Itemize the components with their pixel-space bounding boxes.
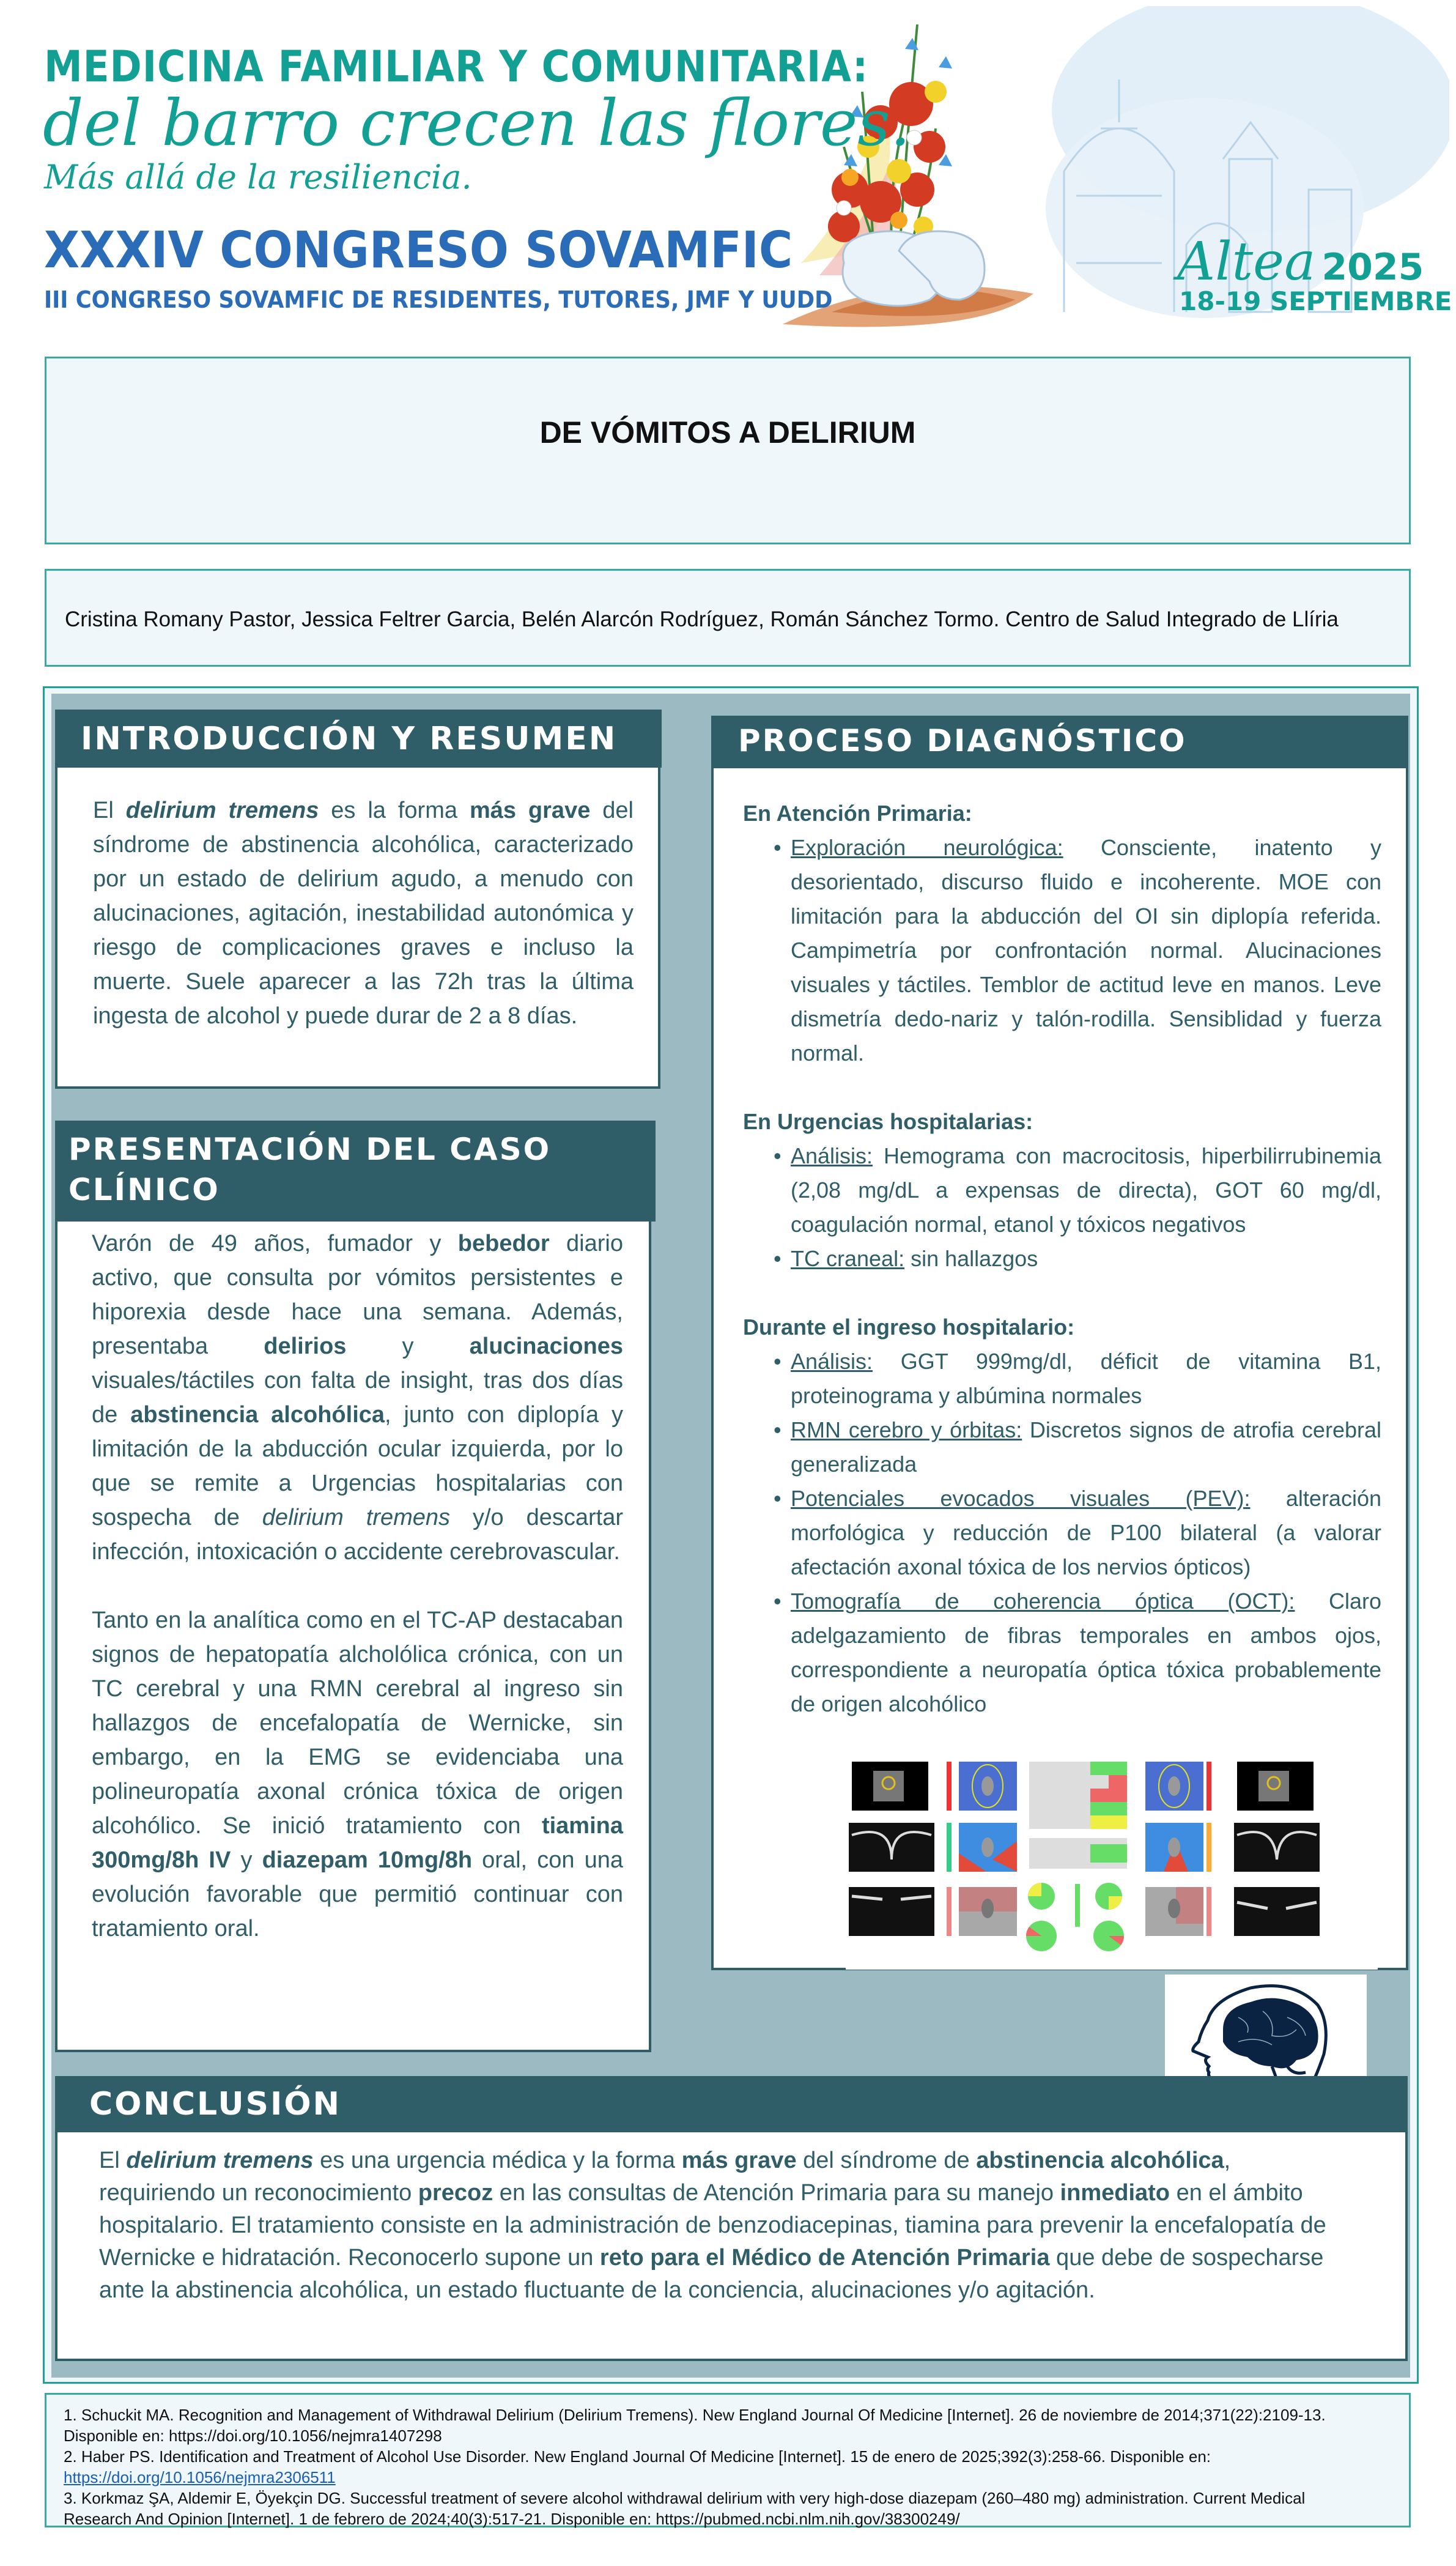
text-run-bold-italic: delirium tremens bbox=[126, 2148, 314, 2173]
diagnosis-item-text: Discretos signos de atrofia cerebral generalizada bbox=[791, 1417, 1381, 1477]
spacer bbox=[743, 1276, 1381, 1310]
diagnosis-item bbox=[791, 1139, 1381, 1242]
diagnosis-item-key: TC craneal: bbox=[791, 1246, 905, 1271]
reference-item bbox=[64, 2488, 1372, 2529]
diagnosis-item bbox=[791, 1344, 1381, 1413]
case-paragraph-2 bbox=[92, 1603, 623, 1946]
diagnosis-list bbox=[743, 831, 1381, 1070]
diagnosis-item-text: Hemograma con macrocitosis, hiperbilirrubinemia (2,08 mg/dL a expensas de directa), GOT 60 mg/dl, coagulación normal, etanol y tóxicos negativos bbox=[791, 1143, 1381, 1237]
banner-subcongress: III CONGRESO SOVAMFIC DE RESIDENTES, TUTORES, JMF Y UUDD bbox=[44, 286, 833, 313]
text-run-bold: precoz bbox=[418, 2180, 493, 2206]
text-run: y bbox=[346, 1333, 470, 1359]
diagnosis-item-text: Consciente, inatento y desorientado, discurso fluido e incoherente. MOE con limitación para la abducción del OI sin diplopía referida. Campimetría por confrontación normal. Alucinaciones visuales y táctiles. Temblor de actitud leve en manos. Leve dismetría dedo-nariz y talón-rodilla. Sensiblidad y fuerza normal. bbox=[791, 835, 1381, 1066]
diagnosis-item bbox=[791, 1584, 1381, 1721]
banner-tagline: del barro crecen las flores. bbox=[43, 86, 911, 160]
diagnosis-group-label: Durante el ingreso hospitalario: bbox=[743, 1315, 1075, 1340]
text-run: es una urgencia médica y la forma bbox=[313, 2148, 682, 2173]
diagnosis-item-text: Claro adelgazamiento de fibras temporales en ambos ojos, correspondiente a neuropatía óptica tóxica probablemente de origen alcohólico bbox=[791, 1589, 1382, 1716]
text-run: El bbox=[99, 2148, 127, 2173]
case-heading: PRESENTACIÓN DEL CASO CLÍNICO bbox=[55, 1121, 656, 1222]
poster-title: DE VÓMITOS A DELIRIUM bbox=[539, 415, 916, 450]
references-list bbox=[64, 2405, 1372, 2529]
case-body bbox=[55, 1222, 651, 2052]
text-run-bold: diazepam 10mg/8h bbox=[262, 1847, 473, 1873]
text-run: Tanto en la analítica como en el TC-AP destacaban signos de hepatopatía alcholólica crónica, con un TC cerebral y una RMN cerebral al ingreso sin hallazgos de encefalopatía de Wernicke, sin embargo, en la EMG se evidenciaba una polineuropatía axonal crónica tóxica de origen alcohólico. Se inició tratamiento con bbox=[92, 1607, 623, 1839]
diagnosis-item-text: alteración morfológica y reducción de P100 bilateral (a valorar afectación axonal tóxica de los nervios ópticos) bbox=[791, 1486, 1381, 1579]
spacer bbox=[92, 1569, 623, 1603]
diagnosis-item bbox=[791, 1413, 1381, 1481]
intro-body bbox=[55, 768, 660, 1089]
references-box bbox=[45, 2393, 1411, 2527]
diagnosis-list bbox=[743, 1139, 1381, 1276]
text-run: del síndrome de bbox=[796, 2148, 977, 2173]
text-run-bold-italic: delirium tremens bbox=[125, 798, 319, 823]
diagnosis-item bbox=[791, 1242, 1381, 1276]
congress-banner bbox=[0, 0, 1456, 346]
banner-subtagline: Más allá de la resiliencia. bbox=[44, 158, 472, 196]
banner-congress: XXXIV CONGRESO SOVAMFIC bbox=[44, 221, 793, 280]
text-run: oral, con una evolución favorable que permitió continuar con tratamiento oral. bbox=[92, 1847, 623, 1941]
conclusion-paragraph bbox=[99, 2145, 1350, 2307]
intro-heading: INTRODUCCIÓN Y RESUMEN bbox=[55, 710, 662, 768]
text-run-bold: bebedor bbox=[457, 1231, 550, 1256]
text-run: es la forma bbox=[319, 798, 470, 823]
reference-link[interactable]: https://doi.org/10.1056/nejmra2306511 bbox=[64, 2468, 336, 2486]
text-run: El bbox=[93, 798, 126, 823]
text-run-bold: abstinencia alcohólica bbox=[130, 1402, 385, 1428]
banner-year: 2025 bbox=[1321, 246, 1424, 289]
conclusion-heading: CONCLUSIÓN bbox=[55, 2076, 1408, 2132]
text-run: y/o descartar infección, intoxicación o accidente cerebrovascular. bbox=[92, 1505, 623, 1565]
conclusion-body bbox=[55, 2132, 1408, 2361]
text-run: , junto con diplopía y limitación de la abducción ocular izquierda, por lo que se remite a Urgencias hospitalarias con sospecha de bbox=[92, 1402, 623, 1530]
diagnosis-group-label: En Atención Primaria: bbox=[743, 801, 972, 826]
oct-report-figure bbox=[846, 1762, 1378, 1970]
banner-city: Altea bbox=[1177, 231, 1316, 292]
authors-box bbox=[45, 569, 1411, 667]
diagnosis-item-key: RMN cerebro y órbitas: bbox=[791, 1417, 1022, 1442]
text-run: y bbox=[231, 1847, 262, 1873]
text-run-bold: delirios bbox=[264, 1333, 347, 1359]
reference-item bbox=[64, 2446, 1372, 2488]
text-run-bold: inmediato bbox=[1060, 2180, 1170, 2206]
diagnosis-item bbox=[791, 1481, 1381, 1584]
reference-text: 3. Korkmaz ŞA, Aldemir E, Öyekçin DG. Successful treatment of severe alcohol withdrawal delirium with very high-dose diazepam (260–480 mg) administration. Current Medical Research And Opinion [Internet]. 1 de febrero de 2024;40(3):517-21. Disponible en: https://pubmed.ncbi.nlm.nih.gov/38300249/ bbox=[64, 2489, 1306, 2528]
authors-line: Cristina Romany Pastor, Jessica Feltrer Garcia, Belén Alarcón Rodríguez, Román Sánchez Tormo. Centro de Salud Integrado de Llíria bbox=[65, 607, 1339, 631]
banner-location bbox=[1177, 231, 1424, 292]
diagnosis-item-key: Exploración neurológica: bbox=[791, 835, 1063, 860]
text-run: que debe de sospecharse ante la abstinencia alcohólica, un estado fluctuante de la conciencia, alucinaciones y/o agitación. bbox=[99, 2245, 1324, 2303]
text-run-bold: más grave bbox=[681, 2148, 797, 2173]
reference-text: 1. Schuckit MA. Recognition and Management of Withdrawal Delirium (Delirium Tremens). New England Journal Of Medicine [Internet]. 26 de noviembre de 2014;371(22):2109-13. Disponible en: https://doi.org/10.1056/nejmra1407298 bbox=[64, 2406, 1326, 2445]
text-run: Varón de 49 años, fumador y bbox=[92, 1231, 458, 1256]
text-run: diario activo, que consulta por vómitos persistentes e hiporexia desde hace una semana. Además, presentaba bbox=[92, 1231, 623, 1359]
diagnosis-heading: PROCESO DIAGNÓSTICO bbox=[711, 716, 1408, 768]
diagnosis-item-key: Potenciales evocados visuales (PEV): bbox=[791, 1486, 1251, 1511]
reference-item bbox=[64, 2405, 1372, 2446]
reference-text: 2. Haber PS. Identification and Treatment of Alcohol Use Disorder. New England Journal Of Medicine [Internet]. 15 de enero de 2025;392(3):258-66. Disponible en: bbox=[64, 2447, 1211, 2466]
diagnosis-groups bbox=[743, 796, 1381, 1721]
text-run-bold: alucinaciones bbox=[469, 1333, 623, 1359]
text-run: en el ámbito hospitalario. El tratamiento consiste en la administración de benzodiacepinas, tiamina para prevenir la encefalopatía de Wernicke e hidratación. Reconocerlo supone un bbox=[99, 2180, 1326, 2271]
text-run: , requiriendo un reconocimiento bbox=[99, 2148, 1231, 2206]
diagnosis-item-text: GGT 999mg/dl, déficit de vitamina B1, proteinograma y albúmina normales bbox=[791, 1349, 1381, 1408]
text-run: del síndrome de abstinencia alcohólica, caracterizado por un estado de delirium agudo, a menudo con alucinaciones, agitación, inestabilidad autonómica y riesgo de complicaciones graves e incluso la muerte. Suele aparecer a las 72h tras la última ingesta de alcohol y puede durar de 2 a 8 días. bbox=[93, 798, 634, 1029]
spacer bbox=[743, 1070, 1381, 1105]
text-run-italic: delirium tremens bbox=[262, 1505, 451, 1530]
text-run-bold: más grave bbox=[469, 798, 591, 823]
banner-dates: 18-19 SEPTIEMBRE bbox=[1179, 286, 1452, 316]
diagnosis-item-key: Análisis: bbox=[791, 1349, 873, 1374]
title-box bbox=[45, 357, 1411, 544]
banner-line1: MEDICINA FAMILIAR Y COMUNITARIA: bbox=[44, 42, 869, 92]
diagnosis-list bbox=[743, 1344, 1381, 1721]
diagnosis-item-key: Análisis: bbox=[791, 1143, 873, 1168]
diagnosis-item bbox=[791, 831, 1381, 1070]
case-paragraph-1 bbox=[92, 1226, 623, 1569]
text-run-bold: tiamina 300mg/8h IV bbox=[92, 1813, 623, 1873]
diagnosis-group-label: En Urgencias hospitalarias: bbox=[743, 1109, 1033, 1134]
intro-paragraph bbox=[93, 793, 634, 1033]
text-run-bold: reto para el Médico de Atención Primaria bbox=[599, 2245, 1050, 2271]
text-run: en las consultas de Atención Primaria para su manejo bbox=[493, 2180, 1060, 2206]
diagnosis-item-key: Tomografía de coherencia óptica (OCT): bbox=[791, 1589, 1295, 1614]
diagnosis-item-text: sin hallazgos bbox=[904, 1246, 1038, 1271]
text-run: visuales/táctiles con falta de insight, tras dos días de bbox=[92, 1368, 623, 1428]
text-run-bold: abstinencia alcohólica bbox=[976, 2148, 1224, 2173]
